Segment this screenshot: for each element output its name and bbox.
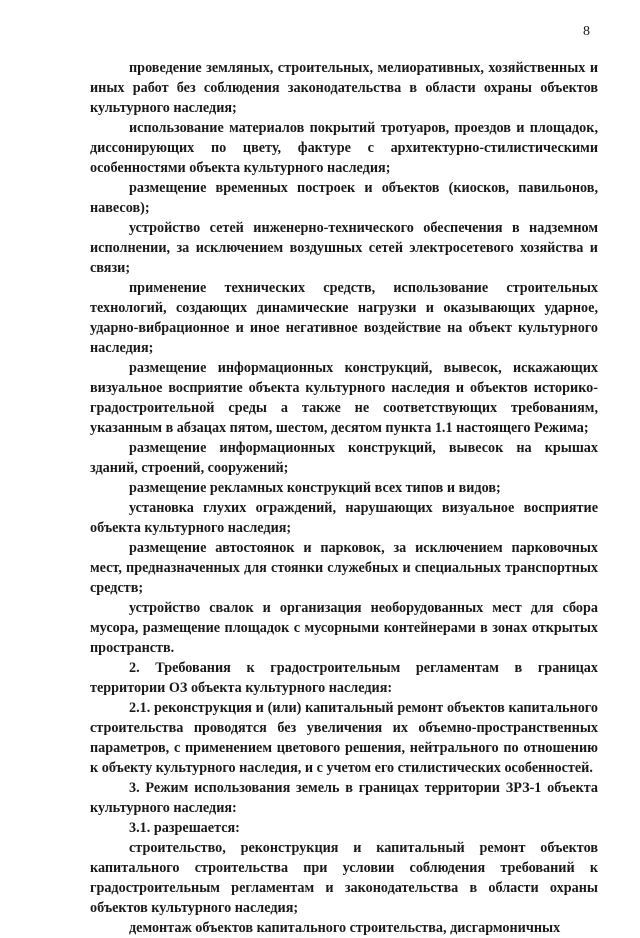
paragraph: 2.1. реконструкция и (или) капитальный ремонт объектов капитального строительства проводятся без увеличения их объемно-пространственных параметров, с применением цветового решения, нейтрального по отношению к объекту культурного наследия, и с учетом его стилистических особенностей. [90, 700, 598, 776]
section-heading: 3. Режим использования земель в границах территории ЗРЗ-1 объекта культурного наследия: [90, 780, 598, 816]
paragraph: демонтаж объектов капитального строительства, дисгармоничных [129, 920, 561, 936]
paragraph: размещение рекламных конструкций всех типов и видов; [129, 480, 501, 496]
subsection-heading: 3.1. разрешается: [129, 820, 240, 836]
paragraph: размещение информационных конструкций, вывесок, искажающих визуальное восприятие объекта культурного наследия и объектов историко-градостроительной среды а также не соответствующих требованиям, указанным в абзацах пятом, шестом, десятом пункта 1.1 настоящего Режима; [90, 360, 598, 436]
paragraph: проведение земляных, строительных, мелиоративных, хозяйственных и иных работ без соблюдения законодательства в области охраны объектов культурного наследия; [90, 60, 598, 116]
paragraph: использование материалов покрытий тротуаров, проездов и площадок, диссонирующих по цвету, фактуре с архитектурно-стилистическими особенностями объекта культурного наследия; [90, 120, 598, 176]
page-number: 8 [583, 24, 590, 39]
document-body [90, 58, 598, 938]
paragraph: размещение временных построек и объектов (киосков, павильонов, навесов); [90, 180, 598, 216]
paragraph: устройство сетей инженерно-технического обеспечения в надземном исполнении, за исключением воздушных сетей электросетевого хозяйства и связи; [90, 220, 598, 276]
section-heading: 2. Требования к градостроительным регламентам в границах территории ОЗ объекта культурного наследия: [90, 660, 598, 696]
paragraph: устройство свалок и организация необорудованных мест для сбора мусора, размещение площадок с мусорными контейнерами в зонах открытых пространств. [90, 600, 598, 656]
paragraph: установка глухих ограждений, нарушающих визуальное восприятие объекта культурного наследия; [90, 500, 598, 536]
paragraph: размещение информационных конструкций, вывесок на крышах зданий, строений, сооружений; [90, 440, 598, 476]
paragraph: размещение автостоянок и парковок, за исключением парковочных мест, предназначенных для стоянки служебных и специальных транспортных средств; [90, 540, 598, 596]
paragraph: применение технических средств, использование строительных технологий, создающих динамические нагрузки и оказывающих ударное, ударно-вибрационное и иное негативное воздействие на объект культурного наследия; [90, 280, 598, 356]
paragraph: строительство, реконструкция и капитальный ремонт объектов капитального строительства при условии соблюдения требований к градостроительным регламентам и законодательства в области охраны объектов культурного наследия; [90, 840, 598, 916]
